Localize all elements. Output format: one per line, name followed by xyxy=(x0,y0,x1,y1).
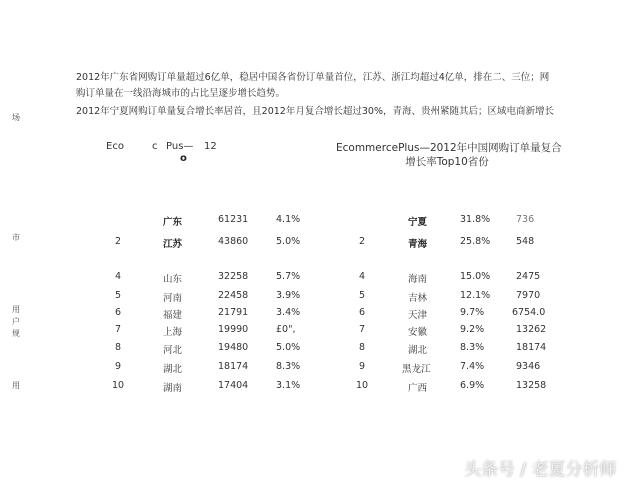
left-province: 上海 xyxy=(163,327,183,338)
paragraph-line-3: 2012年宁夏网购订单量复合增长率居首，且2012年月复合增长超过30%，青海、贵州紧随其后；区域电商新增长 xyxy=(76,106,554,117)
left-value: 43860 xyxy=(218,236,249,247)
left-province: 广东 xyxy=(163,217,183,228)
left-rank: 2 xyxy=(115,236,122,247)
right-rate: 31.8% xyxy=(460,214,491,225)
sidebar-char: 场 xyxy=(12,113,20,122)
left-value: 21791 xyxy=(218,307,249,318)
left-rank: 8 xyxy=(115,342,122,353)
left-rank: 6 xyxy=(115,307,122,318)
right-province: 青海 xyxy=(408,239,428,250)
left-province: 河南 xyxy=(163,293,183,304)
right-rank: 9 xyxy=(359,361,366,372)
right-rank: 10 xyxy=(356,380,369,391)
left-header-c: c xyxy=(152,141,158,152)
left-rate: 3.1% xyxy=(276,380,301,391)
left-rate: 8.3% xyxy=(276,361,301,372)
left-value: 22458 xyxy=(218,290,249,301)
right-rate: 8.3% xyxy=(460,342,485,353)
right-title-line-1: EcommercePlus—2012年中国网购订单量复合 xyxy=(336,142,562,154)
right-title-line-2: 增长率Top10省份 xyxy=(405,156,489,168)
right-province: 广西 xyxy=(408,383,428,394)
right-value: 13258 xyxy=(516,380,547,391)
right-province: 湖北 xyxy=(408,345,428,356)
right-rate: 25.8% xyxy=(460,236,491,247)
right-value: 548 xyxy=(516,236,535,247)
right-rank: 7 xyxy=(359,324,366,335)
left-rank: 4 xyxy=(115,271,122,282)
left-province: 湖南 xyxy=(163,383,183,394)
right-value: 18174 xyxy=(516,342,547,353)
right-value: 6754.0 xyxy=(512,307,546,318)
left-value: 61231 xyxy=(218,214,249,225)
right-province: 天津 xyxy=(408,310,428,321)
right-value: 7970 xyxy=(516,290,541,301)
left-value: 19990 xyxy=(218,324,249,335)
sidebar-char: 户 xyxy=(12,317,20,326)
sidebar-char: 用 xyxy=(12,305,20,314)
left-value: 32258 xyxy=(218,271,249,282)
left-value: 17404 xyxy=(218,380,249,391)
right-rate: 9.2% xyxy=(460,324,485,335)
left-rank: 10 xyxy=(112,380,125,391)
left-value: 19480 xyxy=(218,342,249,353)
left-province: 河北 xyxy=(163,345,183,356)
left-rank: 9 xyxy=(115,361,122,372)
right-province: 安徽 xyxy=(408,327,428,338)
sidebar-char: 规 xyxy=(12,329,20,338)
right-rank: 6 xyxy=(359,307,366,318)
right-rank: 5 xyxy=(359,290,366,301)
right-province: 吉林 xyxy=(408,293,428,304)
sidebar-char: 市 xyxy=(12,233,20,242)
right-rate: 7.4% xyxy=(460,361,485,372)
left-rate: 5.7% xyxy=(276,271,301,282)
sidebar-char: 用 xyxy=(12,381,20,390)
left-rate: 3.9% xyxy=(276,290,301,301)
right-value: 736 xyxy=(516,214,535,225)
left-value: 18174 xyxy=(218,361,249,372)
left-province: 江苏 xyxy=(163,239,183,250)
left-province: 山东 xyxy=(163,274,183,285)
right-rank: 4 xyxy=(359,271,366,282)
right-rate: 15.0% xyxy=(460,271,491,282)
left-province: 福建 xyxy=(163,310,183,321)
right-value: 2475 xyxy=(516,271,541,282)
left-rate: £0", xyxy=(276,324,296,335)
left-header-year: 12 xyxy=(204,141,217,152)
right-rate: 9.7% xyxy=(460,307,485,318)
left-province: 湖北 xyxy=(163,364,183,375)
left-rate: 5.0% xyxy=(276,342,301,353)
left-header-pus: Pus— xyxy=(166,141,194,152)
right-province: 海南 xyxy=(408,274,428,285)
right-province: 宁夏 xyxy=(408,217,428,228)
left-rate: 4.1% xyxy=(276,214,301,225)
paragraph-line-2: 购订单量在一线沿海城市的占比呈逐步增长趋势。 xyxy=(76,88,286,99)
paragraph-line-1: 2012年广东省网购订单量超过6亿单，稳居中国各省份订单量首位，江苏、浙江均超过4亿单，排在二、三位；网 xyxy=(76,72,550,83)
watermark: 头条号 / 老夏分析师 xyxy=(464,460,617,480)
left-rank: 7 xyxy=(115,324,122,335)
left-rate: 3.4% xyxy=(276,307,301,318)
left-header-o: o xyxy=(180,153,187,164)
left-rank: 5 xyxy=(115,290,122,301)
left-rate: 5.0% xyxy=(276,236,301,247)
right-rate: 12.1% xyxy=(460,290,491,301)
right-value: 9346 xyxy=(516,361,541,372)
left-header-eco: Eco xyxy=(106,141,124,152)
right-province: 黑龙江 xyxy=(402,364,431,375)
right-rank: 8 xyxy=(359,342,366,353)
right-table-title xyxy=(336,141,562,169)
right-rank: 2 xyxy=(359,236,366,247)
right-rate: 6.9% xyxy=(460,380,485,391)
right-value: 13262 xyxy=(516,324,547,335)
